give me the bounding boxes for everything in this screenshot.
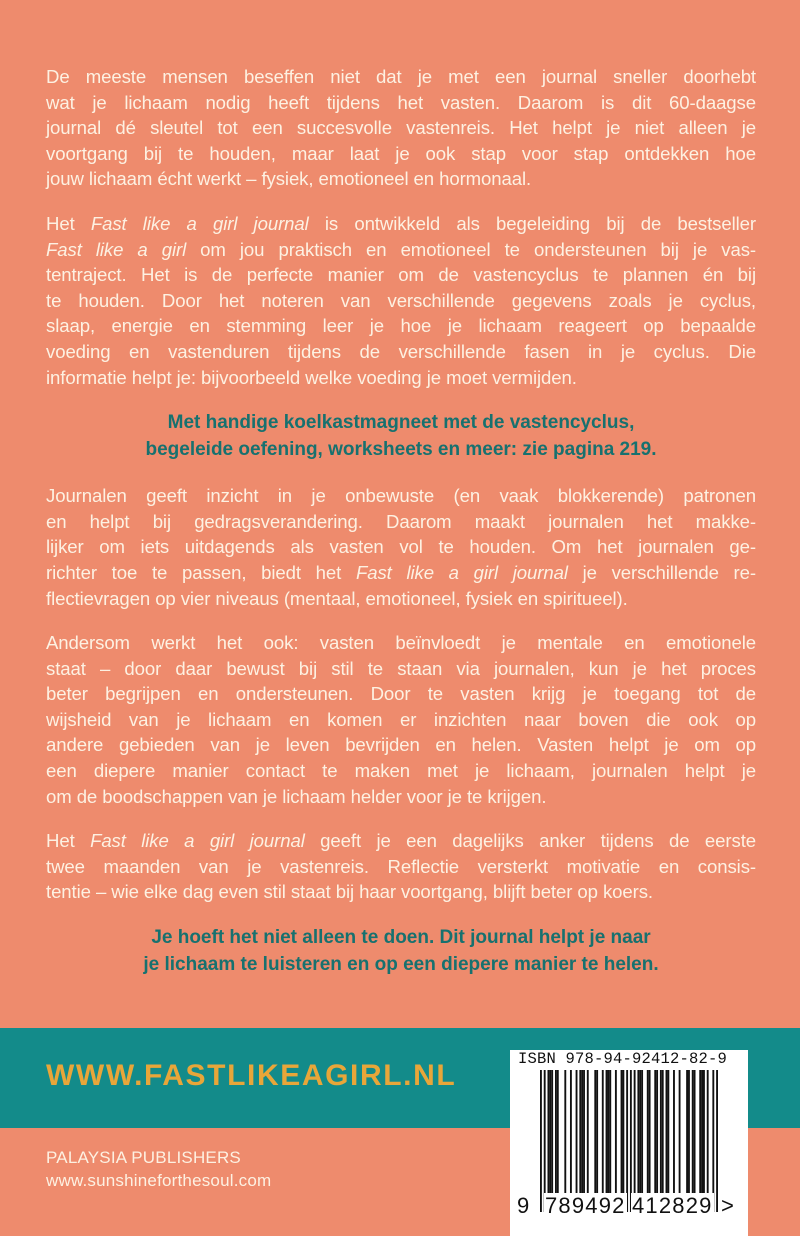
barcode-bar: [583, 1070, 585, 1198]
barcode-bar: [551, 1070, 553, 1198]
text-line: Journalen geeft inzicht in je onbewuste (en vaak blokkerende) patronen: [46, 485, 756, 507]
barcode-left-group: 789492: [545, 1193, 626, 1218]
text-line: Andersom werkt het ook: vasten beïnvloedt je mentale en emotionele: [46, 632, 756, 654]
text-line: voeding en vastenduren tijdens de verschillende fasen in je cyclus. Die: [46, 340, 756, 362]
barcode-bar: [701, 1070, 703, 1198]
barcode-right-group: 412829: [632, 1193, 713, 1218]
text-line: flectievragen op vier niveaus (mentaal, emotioneel, fysiek en spiritueel).: [46, 587, 628, 609]
text-line: slaap, energie en stemming leer je hoe je lichaam reageert op bepaalde: [46, 315, 756, 337]
extras-highlight: [46, 409, 756, 463]
text-line: en helpt bij gedragsverandering. Daarom maakt journalen het makke-: [46, 510, 756, 532]
text-line: tentie – wie elke dag even stil staat bij haar voortgang, blijft beter op koers.: [46, 881, 653, 903]
highlight-line: je lichaam te luisteren en op een diepere manier te helen.: [143, 954, 659, 976]
text-line: informatie helpt je: bijvoorbeeld welke voeding je moet vermijden.: [46, 366, 577, 388]
barcode-bar: [703, 1070, 705, 1198]
barcode-bar: [607, 1070, 609, 1198]
highlight-line: Je hoeft het niet alleen te doen. Dit journal helpt je naar: [151, 927, 651, 949]
barcode-bar: [621, 1070, 623, 1198]
barcode-bar: [615, 1070, 617, 1198]
book-title: Fast like a girl journal: [90, 212, 309, 234]
barcode-bar: [641, 1070, 643, 1198]
barcode-bar: [626, 1070, 628, 1212]
barcode-bar: [656, 1070, 658, 1198]
description-paragraph: [46, 211, 756, 390]
barcode-bar: [576, 1070, 578, 1198]
back-cover-text: [46, 64, 756, 998]
barcode-bar: [667, 1070, 669, 1198]
barcode-bar: [639, 1070, 641, 1198]
barcode-bar: [581, 1070, 583, 1198]
barcode-bar: [649, 1070, 651, 1198]
text-line: wat je lichaam nodig heeft tijdens het vasten. Daarom is dit 60-daagse: [46, 91, 756, 113]
barcode-bar: [549, 1070, 551, 1198]
isbn-label: ISBN 978-94-92412-82-9: [518, 1050, 728, 1068]
barcode-bar: [662, 1070, 664, 1198]
text-line: staat – door daar bewust bij stil te staan via journalen, kun je het proces: [46, 657, 756, 679]
closing-highlight: [46, 924, 756, 978]
text-line: De meeste mensen beseffen niet dat je met een journal sneller doorhebt: [46, 66, 756, 87]
barcode-bar: [579, 1070, 581, 1198]
barcode-bar: [606, 1070, 608, 1198]
book-title: Fast like a girl journal: [355, 561, 568, 583]
barcode-bar: [716, 1070, 718, 1212]
barcode-bar: [602, 1070, 604, 1198]
barcode-bar: [622, 1070, 624, 1198]
text-line: voortgang bij te houden, maar laat je ook stap voor stap ontdekken hoe: [46, 142, 756, 164]
text-line: andere gebieden van je leven bevrijden en helen. Vasten helpt je om op: [46, 734, 756, 756]
barcode-bar: [540, 1070, 542, 1212]
barcode-bar: [694, 1070, 696, 1198]
barcode-bars: [540, 1070, 718, 1212]
text-line: richter toe te passen, biedt het Fast like a girl journal je verschillende re-: [46, 561, 756, 583]
barcode-bar: [712, 1070, 714, 1212]
text-line: wijsheid van je lichaam en komen er inzichten naar boven die ook op: [46, 708, 756, 730]
barcode-bar: [544, 1070, 546, 1212]
book-title: Fast like a girl journal: [90, 830, 305, 852]
text-line: tentraject. Het is de perfecte manier om de vastencyclus te plannen én bij: [46, 264, 756, 286]
barcode-bar: [594, 1070, 596, 1198]
fasting-paragraph: [46, 630, 756, 809]
text-line: Fast like a girl om jou praktisch en emotioneel te ondersteunen bij je vas-: [46, 238, 756, 260]
book-title: Fast like a girl: [46, 238, 187, 260]
barcode-bar: [647, 1070, 649, 1198]
text-line: een diepere manier contact te maken met je lichaam, journalen helpt je: [46, 760, 756, 782]
barcode-bar: [564, 1070, 566, 1198]
barcode-bar: [660, 1070, 662, 1198]
barcode-bar: [634, 1070, 636, 1198]
text-line: twee maanden van je vastenreis. Reflectie versterkt motivatie en consis-: [46, 855, 756, 877]
barcode-bar: [666, 1070, 668, 1198]
text-line: beter begrijpen en ondersteunen. Door te vasten krijg je toegang tot de: [46, 683, 756, 705]
barcode-bar: [570, 1070, 572, 1198]
website-link[interactable]: WWW.FASTLIKEAGIRL.NL: [46, 1059, 457, 1092]
barcode-bar: [557, 1070, 559, 1198]
daily-anchor-paragraph: [46, 828, 756, 905]
barcode-bar: [699, 1070, 701, 1198]
barcode-bar: [637, 1070, 639, 1198]
text-line: Het Fast like a girl journal is ontwikkeld als begeleiding bij de bestseller: [46, 212, 757, 234]
barcode-bar: [587, 1070, 589, 1198]
highlight-line: Met handige koelkastmagneet met de vastencyclus,: [167, 412, 635, 434]
intro-paragraph: [46, 64, 756, 192]
journaling-paragraph: [46, 483, 756, 611]
barcode-bar: [679, 1070, 681, 1198]
text-line: jouw lichaam écht werkt – fysiek, emotioneel en hormonaal.: [46, 168, 532, 190]
barcode-bar: [707, 1070, 709, 1198]
text-line: Het Fast like a girl journal geeft je een dagelijks anker tijdens de eerste: [46, 830, 757, 852]
text-line: journal dé sleutel tot een succesvolle vastenreis. Het helpt je niet alleen je: [46, 117, 756, 139]
barcode-bar: [654, 1070, 656, 1198]
barcode-lead-digit: 9: [517, 1193, 530, 1218]
publisher-name: PALAYSIA PUBLISHERS: [46, 1148, 241, 1167]
barcode-bar: [686, 1070, 688, 1198]
barcode-bar: [555, 1070, 557, 1198]
publisher-url[interactable]: www.sunshineforthesoul.com: [46, 1171, 272, 1190]
barcode-marker: >: [721, 1193, 734, 1218]
barcode-bar: [688, 1070, 690, 1198]
barcode-bar: [609, 1070, 611, 1198]
barcode-bar: [630, 1070, 632, 1212]
text-line: om de boodschappen van je lichaam helder voor je te krijgen.: [46, 785, 547, 807]
barcode-bar: [596, 1070, 598, 1198]
text-line: lijker om iets uitdagends als vasten vol te houden. Om het journalen ge-: [46, 536, 756, 558]
barcode-bar: [692, 1070, 694, 1198]
publisher-block: [46, 1146, 271, 1192]
barcode-bar: [547, 1070, 549, 1198]
barcode-bar: [673, 1070, 675, 1198]
isbn-barcode: [510, 1050, 748, 1236]
text-line: te houden. Door het noteren van verschillende gegevens zoals je cyclus,: [46, 289, 756, 311]
highlight-line: begeleide oefening, worksheets en meer: zie pagina 219.: [145, 439, 657, 461]
